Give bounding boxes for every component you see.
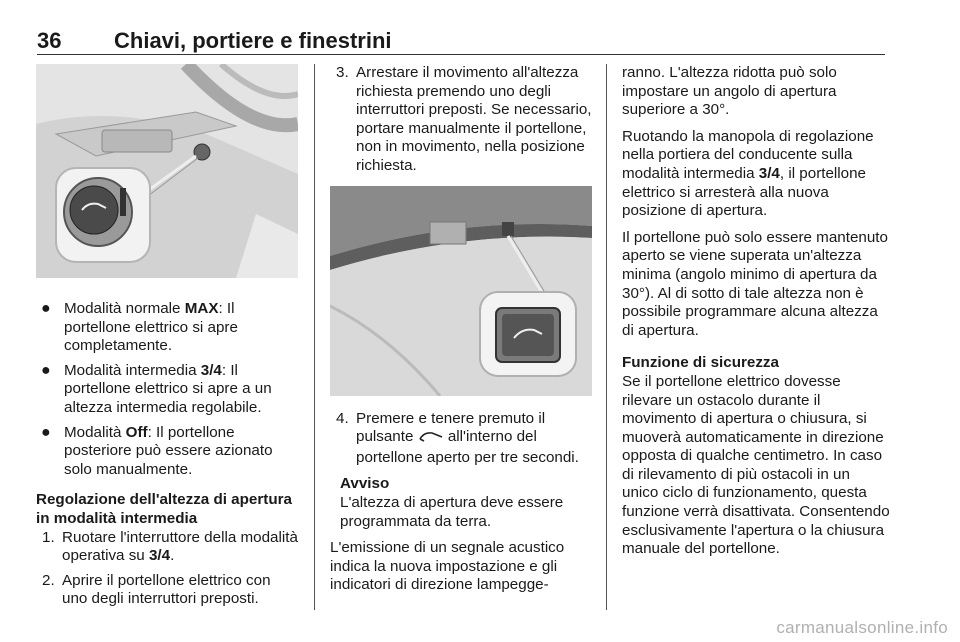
list-item: ● Modalità normale MAX: Il portellone elettrico si apre completamente. (41, 300, 238, 355)
column-divider (606, 64, 607, 610)
list-item: 4. Premere e tenere premuto il pulsante all'interno del portellone aperto per tre secondi. (336, 409, 579, 466)
list-item: ● Modalità Off: Il portellone posteriore può essere azionato solo manualmente. (41, 423, 273, 478)
list-item: ● Modalità intermedia 3/4: Il portellone elettrico si apre a un altezza intermedia regolabile. (41, 361, 272, 416)
column-3 (622, 64, 890, 567)
list-item: 3. Arrestare il movimento all'altezza richiesta premendo uno degli interruttori preposti. Se necessario, portare manualmente il portellone, non in movimento, nella posizione richiesta. (336, 64, 592, 174)
paragraph: L'emissione di un segnale acustico indica la nuova impostazione e gli indicatori di direzione lampegge- (330, 539, 565, 594)
header-rule (37, 54, 885, 55)
column-1 (36, 64, 300, 615)
paragraph: ranno. L'altezza ridotta può solo impostare un angolo di apertura superiore a 30°. (622, 64, 837, 119)
bullet-icon: ● (41, 300, 51, 317)
section-heading: Funzione di sicurezza (622, 354, 779, 372)
page-header (37, 24, 885, 54)
paragraph: Ruotando la manopola di regolazione nella portiera del conducente sulla modalità intermedia 3/4, il portellone elettrico si arresterà alla nuova posizione di apertura. (622, 127, 874, 220)
column-2 (330, 64, 592, 603)
bullet-icon: ● (41, 361, 51, 379)
page-number: 36 (37, 28, 62, 53)
tailgate-button-illustration (330, 186, 592, 396)
page-title: Chiavi, portiere e finestrini (114, 28, 392, 53)
watermark: carmanualsonline.info (776, 618, 948, 637)
paragraph: Se il portellone elettrico dovesse rilevare un ostacolo durante il movimento di apertura o chiusura, si muoverà automaticamente in direzione opposta di qualche centimetro. In caso di rilevamento di più ostacoli in un unico ciclo di funzionamento, questa funzione verrà disattivata. Consentendo esclusivamente l'apertura o la chiusura manuale del portellone. (622, 372, 890, 558)
column-divider (314, 64, 315, 610)
list-item: 2. Aprire il portellone elettrico con uno degli interruttori preposti. (42, 571, 271, 608)
bullet-icon: ● (41, 423, 51, 441)
door-switch-illustration (36, 64, 298, 278)
note-title: Avviso (340, 475, 390, 493)
tailgate-icon (418, 429, 444, 449)
list-item: 1. Ruotare l'interruttore della modalità operativa su 3/4. (42, 528, 298, 565)
section-heading: Regolazione dell'altezza di apertura in modalità intermedia (36, 491, 292, 527)
paragraph: Il portellone può solo essere mantenuto aperto se viene superata un'altezza minima (angolo minimo di apertura da 30°). Al di sotto di tale altezza non è possibile programmare alcuna altezza di apertura. (622, 228, 888, 339)
note-text: L'altezza di apertura deve essere programmata da terra. (340, 493, 564, 530)
